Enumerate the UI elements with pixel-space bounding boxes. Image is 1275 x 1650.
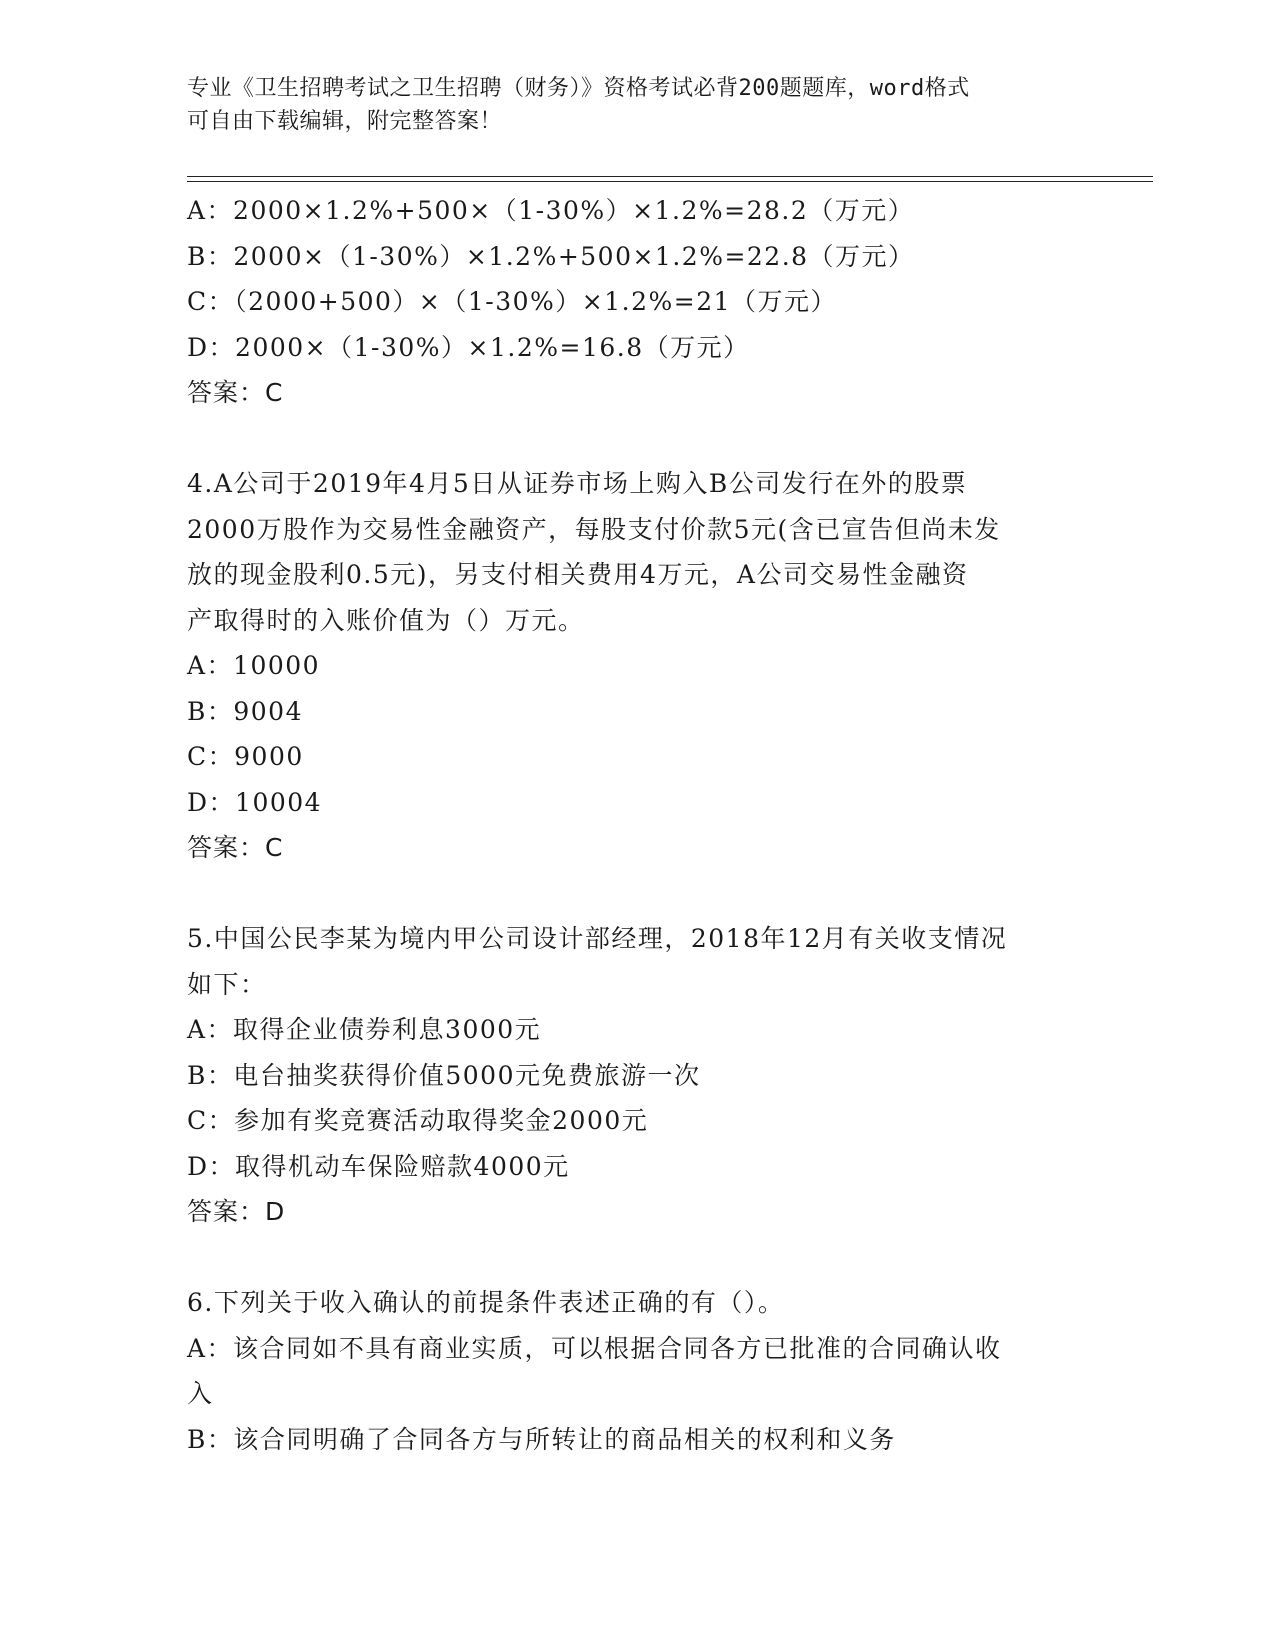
option-c: C：（2000+500）×（1-30%）×1.2%=21（万元） — [187, 287, 838, 316]
question-stem-line: 放的现金股利0.5元)，另支付相关费用4万元，A公司交易性金融资 — [187, 560, 969, 589]
spacer — [187, 1235, 1087, 1281]
option-a: A：该合同如不具有商业实质，可以根据合同各方已批准的合同确认收 — [187, 1333, 1002, 1363]
answer: 答案：C — [187, 378, 284, 407]
question-stem-line: 5.中国公民李某为境内甲公司设计部经理，2018年12月有关收支情况 — [187, 924, 1008, 953]
question-5 — [187, 916, 1087, 1235]
header-line-2: 可自由下载编辑，附完整答案！ — [187, 109, 503, 134]
option-a-continued: 入 — [187, 1379, 214, 1408]
option-b: B：9004 — [187, 696, 303, 726]
option-b: B：电台抽奖获得价值5000元免费旅游一次 — [187, 1060, 701, 1090]
option-b: B：2000×（1-30%）×1.2%+500×1.2%=22.8（万元） — [187, 241, 915, 271]
document-header — [187, 72, 1067, 138]
header-divider-top — [187, 176, 1153, 177]
question-4 — [187, 461, 1087, 871]
spacer — [187, 416, 1087, 462]
option-d: D：取得机动车保险赔款4000元 — [187, 1151, 570, 1181]
question-stem-line: 6.下列关于收入确认的前提条件表述正确的有（）。 — [187, 1288, 785, 1317]
document-body — [187, 188, 1087, 1462]
option-b: B：该合同明确了合同各方与所转让的商品相关的权利和义务 — [187, 1424, 896, 1454]
option-a: A：取得企业债券利息3000元 — [187, 1015, 542, 1044]
header-divider-bottom — [187, 181, 1153, 182]
spacer — [187, 871, 1087, 917]
header-line-1: 专业《卫生招聘考试之卫生招聘（财务）》资格考试必背200题题库，word格式 — [187, 76, 970, 101]
option-a: A：2000×1.2%+500×（1-30%）×1.2%=28.2（万元） — [187, 196, 915, 225]
question-stem-line: 2000万股作为交易性金融资产，每股支付价款5元(含已宣告但尚未发 — [187, 514, 1001, 544]
question-stem-line: 如下： — [187, 969, 267, 999]
option-a: A：10000 — [187, 651, 321, 680]
question-stem-line: 4.A公司于2019年4月5日从证券市场上购入B公司发行在外的股票 — [187, 469, 968, 498]
option-c: C：参加有奖竞赛活动取得奖金2000元 — [187, 1106, 649, 1135]
option-d: D：2000×（1-30%）×1.2%=16.8（万元） — [187, 332, 750, 362]
answer: 答案：D — [187, 1197, 286, 1226]
option-c: C：9000 — [187, 742, 304, 771]
option-d: D：10004 — [187, 787, 323, 817]
question-3 — [187, 188, 1087, 416]
question-stem-line: 产取得时的入账价值为（）万元。 — [187, 605, 585, 635]
question-6 — [187, 1280, 1087, 1462]
answer: 答案：C — [187, 833, 284, 862]
